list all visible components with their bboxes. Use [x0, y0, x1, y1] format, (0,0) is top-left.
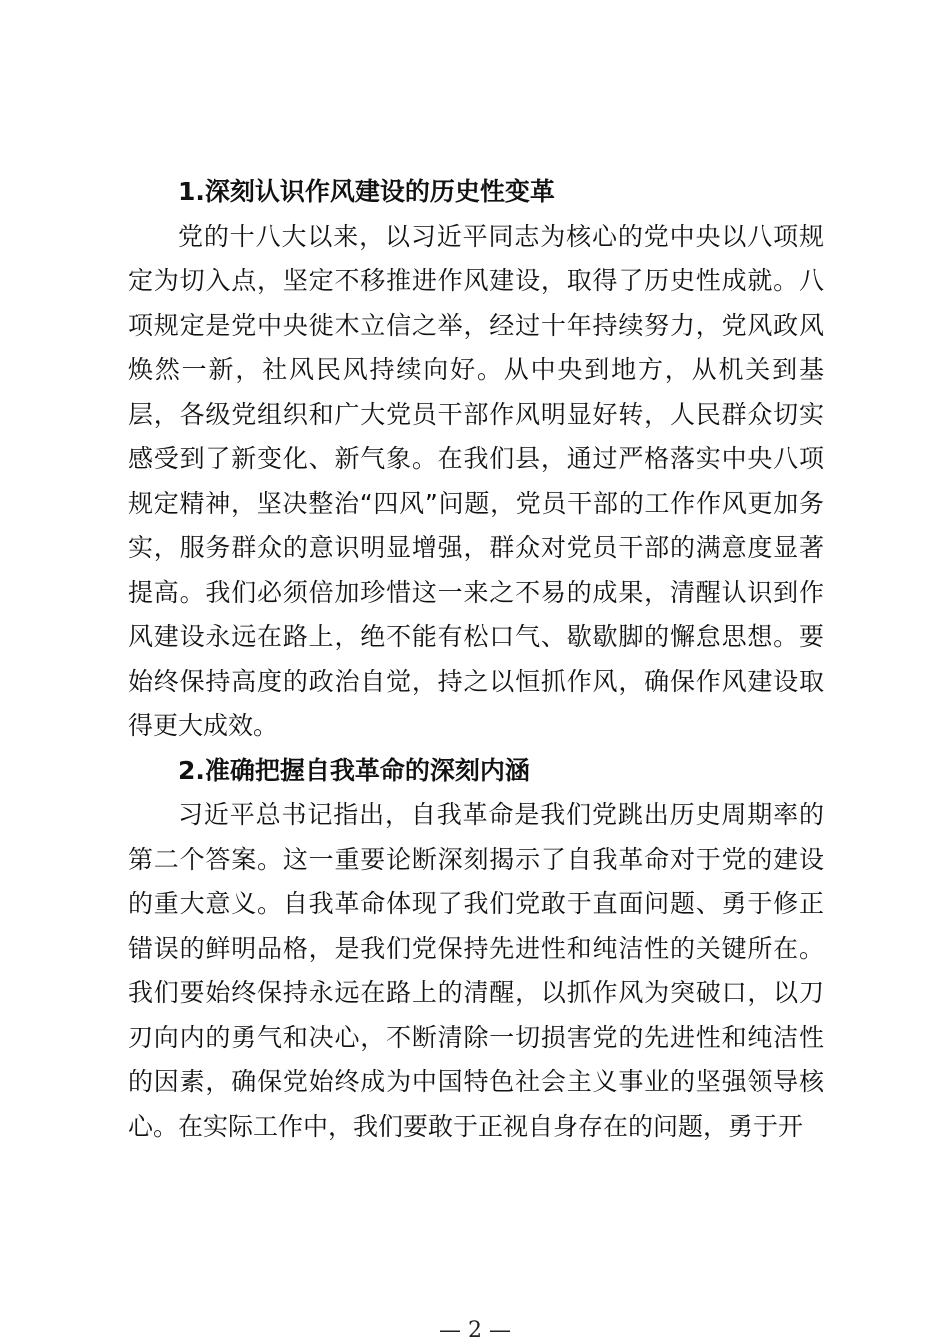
section-1-paragraph: 党的十八大以来，以习近平同志为核心的党中央以八项规定为切入点，坚定不移推进作风建设，取得了历史性成就。八项规定是党中央徙木立信之举，经过十年持续努力，党风政风焕然一新，社风民风持续向好。从中央到地方，从机关到基层，各级党组织和广大党员干部作风明显好转，人民群众切实感受到了新变化、新气象。在我们县，通过严格落实中央八项规定精神，坚决整治“四风”问题，党员干部的工作作风更加务实，服务群众的意识明显增强，群众对党员干部的满意度显著提高。我们必须倍加珍惜这一来之不易的成果，清醒认识到作风建设永远在路上，绝不能有松口气、歇歇脚的懈怠思想。要始终保持高度的政治自觉，持之以恒抓作风，确保作风建设取得更大成效。	[128, 221, 824, 740]
page-number: — 2 —	[439, 1318, 511, 1343]
document-body	[128, 170, 824, 1149]
section-2-heading: 2.准确把握自我革命的深刻内涵	[178, 755, 530, 785]
section-2-paragraph: 习近平总书记指出，自我革命是我们党跳出历史周期率的第二个答案。这一重要论断深刻揭示了自我革命对于党的建设的重大意义。自我革命体现了我们党敢于直面问题、勇于修正错误的鲜明品格，是我们党保持先进性和纯洁性的关键所在。我们要始终保持永远在路上的清醒，以抓作风为突破口，以刀刃向内的勇气和决心，不断清除一切损害党的先进性和纯洁性的因素，确保党始终成为中国特色社会主义事业的坚强领导核心。在实际工作中，我们要敢于正视自身存在的问题，勇于开	[128, 800, 824, 1141]
section-1-heading: 1.深刻认识作风建设的历史性变革	[178, 177, 555, 206]
